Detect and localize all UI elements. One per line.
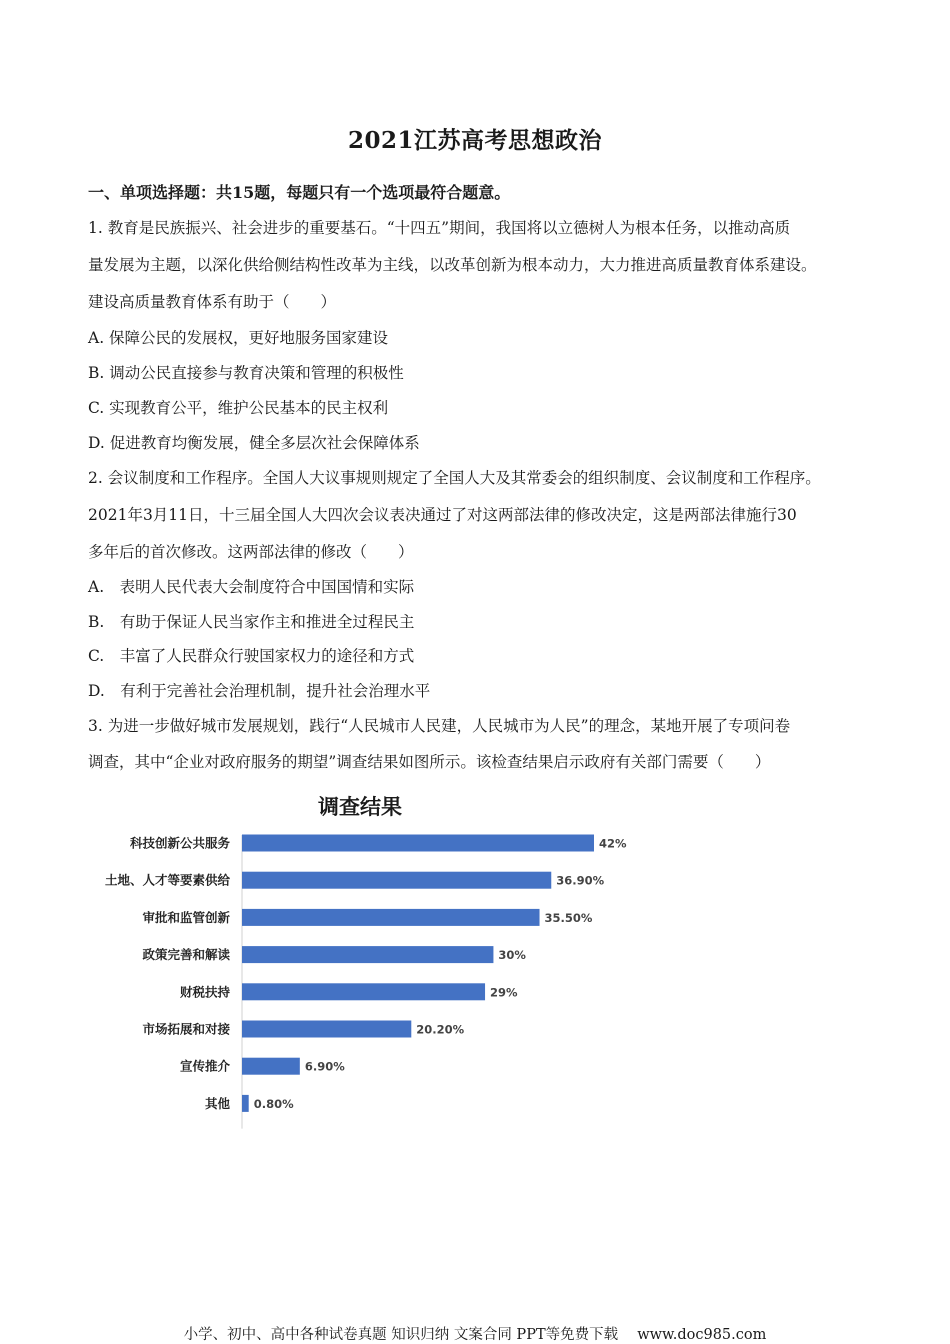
chart-title: 调查结果 (318, 795, 402, 819)
chart-category-label: 财税扶持 (179, 984, 230, 1000)
question-2-option-a: A. 表明人民代表大会制度符合中国国情和实际 (88, 578, 415, 596)
question-2-option-c: C. 丰富了人民群众行驶国家权力的途径和方式 (88, 647, 415, 665)
question-1-option-b: B. 调动公民直接参与教育决策和管理的积极性 (88, 364, 404, 382)
question-2-line-2: 2021年3月11日，十三届全国人大四次会议表决通过了对这两部法律的修改决定，这是两部法律施行30 (88, 506, 797, 524)
question-1-option-d: D. 促进教育均衡发展，健全多层次社会保障体系 (88, 434, 420, 452)
chart-bar (242, 1021, 411, 1038)
question-1-option-a: A. 保障公民的发展权，更好地服务国家建设 (88, 329, 389, 347)
chart-category-label: 政策完善和解读 (142, 947, 230, 963)
chart-data-label: 6.90% (304, 1059, 345, 1074)
chart-data-label: 0.80% (253, 1096, 294, 1111)
chart-bar (242, 1095, 249, 1112)
page-footer: 小学、初中、高中各种试卷真题 知识归纳 文案合同 PPT等免费下载 www.doc985.com (183, 1327, 767, 1343)
chart-category-label: 审批和监管创新 (142, 909, 230, 925)
chart-bar (242, 946, 493, 963)
chart-category-label: 其他 (204, 1095, 230, 1111)
chart-data-label: 29% (490, 985, 518, 1000)
chart-bar (242, 835, 594, 852)
chart-bar (242, 909, 540, 926)
section-heading: 一、单项选择题：共15题，每题只有一个选项最符合题意。 (88, 183, 511, 202)
question-1-line-3: 建设高质量教育体系有助于（ ） (88, 293, 337, 311)
chart-bar (242, 1058, 300, 1075)
question-1-line-2: 量发展为主题，以深化供给侧结构性改革为主线，以改革创新为根本动力，大力推进高质量教育体系建设。 (88, 256, 817, 274)
question-3-line-2: 调查，其中“企业对政府服务的期望”调查结果如图所示。该检查结果启示政府有关部门需要（ ） (88, 753, 771, 771)
chart-data-label: 42% (599, 836, 627, 851)
question-2-line-3: 多年后的首次修改。这两部法律的修改（ ） (88, 543, 414, 561)
chart-category-label: 宣传推介 (179, 1058, 230, 1074)
question-3-line-1: 3. 为进一步做好城市发展规划，践行“人民城市人民建，人民城市为人民”的理念，某地开展了专项问卷 (88, 717, 791, 735)
chart-data-label: 20.20% (416, 1022, 465, 1037)
chart-category-label: 土地、人才等要素供给 (104, 872, 230, 888)
chart-bar (242, 872, 551, 889)
question-2-line-1: 2. 会议制度和工作程序。全国人大议事规则规定了全国人大及其常委会的组织制度、会议制度和工作程序。 (88, 469, 821, 487)
question-1-option-c: C. 实现教育公平，维护公民基本的民主权利 (88, 399, 389, 417)
page-title: 2021江苏高考思想政治 (347, 127, 602, 154)
question-1-line-1: 1. 教育是民族振兴、社会进步的重要基石。“十四五”期间，我国将以立德树人为根本任务，以推动高质 (88, 219, 791, 237)
chart-data-label: 30% (498, 948, 526, 963)
chart-category-label: 科技创新公共服务 (129, 835, 230, 851)
question-2-option-b: B. 有助于保证人民当家作主和推进全过程民主 (88, 613, 415, 631)
chart-category-label: 市场拓展和对接 (142, 1021, 230, 1037)
survey-results-chart (88, 780, 628, 1140)
chart-bar (242, 983, 485, 1000)
survey-chart-svg (88, 780, 628, 1140)
question-2-option-d: D. 有利于完善社会治理机制，提升社会治理水平 (88, 682, 431, 700)
chart-data-label: 36.90% (556, 873, 605, 888)
chart-data-label: 35.50% (544, 910, 593, 925)
